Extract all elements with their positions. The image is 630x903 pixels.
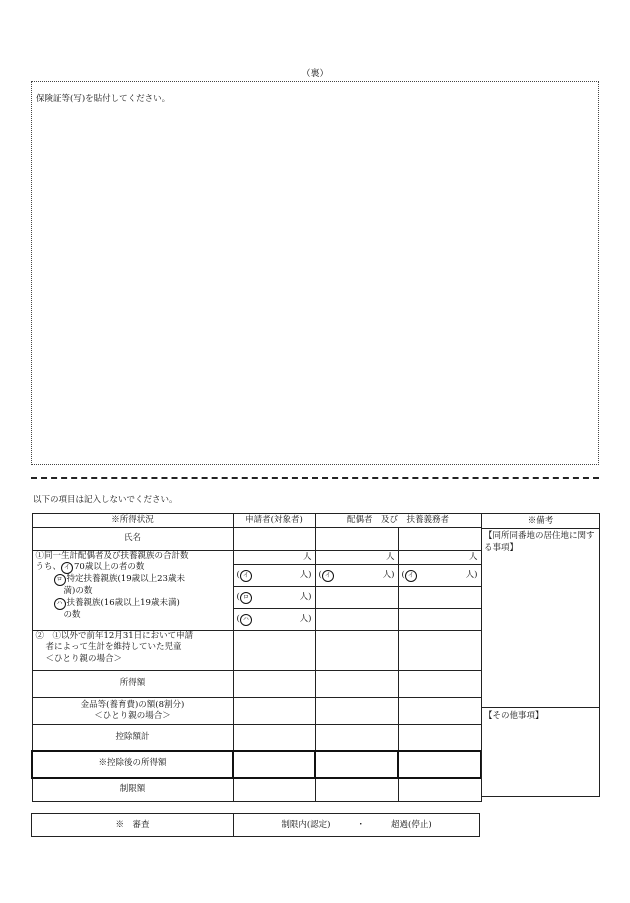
remarks-residence: 【同所同番地の居住地に関する事項】 (484, 531, 595, 554)
remarks-header: ※備考 (482, 514, 599, 529)
cell-name-applicant (233, 528, 315, 551)
income-status-table (31, 513, 482, 802)
review-exceeded: 超過(停止) (391, 820, 432, 830)
cell-support-applicant (233, 698, 315, 725)
row-dependents-label: ①同一生計配偶者及び扶養親族の合計数 うち、 イ 70歳以上の者の数 ロ 特定扶養親族(19歳以上23歳未 満)の数 ハ 扶養親族(16歳以上19歳未満) の数 (32, 551, 233, 631)
circle-ha-icon: ハ (54, 598, 66, 610)
cell-after-applicant (233, 751, 315, 778)
cell-ro-dependent (398, 587, 481, 609)
cut-line (31, 477, 599, 479)
review-within-limit: 制限内(認定) (281, 820, 331, 830)
page-heading: （裏） (301, 69, 329, 79)
row-name-label: 氏名 (32, 528, 233, 551)
insurance-card-paste-area (31, 81, 599, 465)
cell-name-dependent (398, 528, 481, 551)
cell-child-applicant (233, 631, 315, 671)
cell-after-spouse (315, 751, 398, 778)
header-income-status: ※所得状況 (32, 514, 233, 528)
cell-ro-applicant: ( ロ 人) (233, 587, 315, 609)
cell-child-dependent (398, 631, 481, 671)
row-support-label: 金品等(養育費)の額(8割分) ＜ひとり親の場合＞ (32, 698, 233, 725)
cell-income-applicant (233, 671, 315, 698)
cell-deduction-spouse (315, 725, 398, 751)
review-box (31, 813, 480, 837)
remarks-other: 【その他事項】 (482, 707, 599, 722)
office-use-note: 以下の項目は記入しないでください。 (33, 495, 178, 505)
row-deduction-label: 控除額計 (32, 725, 233, 751)
header-spouse-dependents: 配偶者 及び 扶養義務者 (315, 514, 481, 528)
cell-i-applicant: ( イ 人) (233, 565, 315, 587)
review-separator: ・ (356, 820, 365, 830)
cell-after-dependent (398, 751, 481, 778)
review-result (234, 814, 479, 836)
cell-i-dependent: ( イ 人) (398, 565, 481, 587)
cell-support-spouse (315, 698, 398, 725)
cell-name-spouse (315, 528, 398, 551)
remarks-box (481, 513, 600, 797)
row-child-label: ② ①以外で前年12月31日において申請 者によって生計を維持していた児童 ＜ひとり親の場合＞ (32, 631, 233, 671)
cell-total-spouse: 人 (315, 551, 398, 565)
cell-ha-dependent (398, 609, 481, 631)
row-limit-label: 制限額 (32, 778, 233, 802)
cell-limit-dependent (398, 778, 481, 802)
cell-ro-spouse (315, 587, 398, 609)
cell-support-dependent (398, 698, 481, 725)
header-applicant: 申請者(対象者) (233, 514, 315, 528)
cell-ha-spouse (315, 609, 398, 631)
row-income-label: 所得額 (32, 671, 233, 698)
cell-child-spouse (315, 631, 398, 671)
cell-total-dependent: 人 (398, 551, 481, 565)
cell-income-dependent (398, 671, 481, 698)
circle-ro-icon: ロ (54, 574, 66, 586)
review-label: ※ 審査 (32, 814, 234, 836)
cell-deduction-applicant (233, 725, 315, 751)
cell-deduction-dependent (398, 725, 481, 751)
cell-income-spouse (315, 671, 398, 698)
row-after-deduction-label: ※控除後の所得額 (32, 751, 233, 778)
cell-i-spouse: ( イ 人) (315, 565, 398, 587)
cell-limit-applicant (233, 778, 315, 802)
cell-ha-applicant: ( ハ 人) (233, 609, 315, 631)
cell-limit-spouse (315, 778, 398, 802)
circle-i-icon: イ (61, 562, 73, 574)
cell-total-applicant: 人 (233, 551, 315, 565)
paste-instruction: 保険証等(写)を貼付してください。 (36, 94, 171, 104)
